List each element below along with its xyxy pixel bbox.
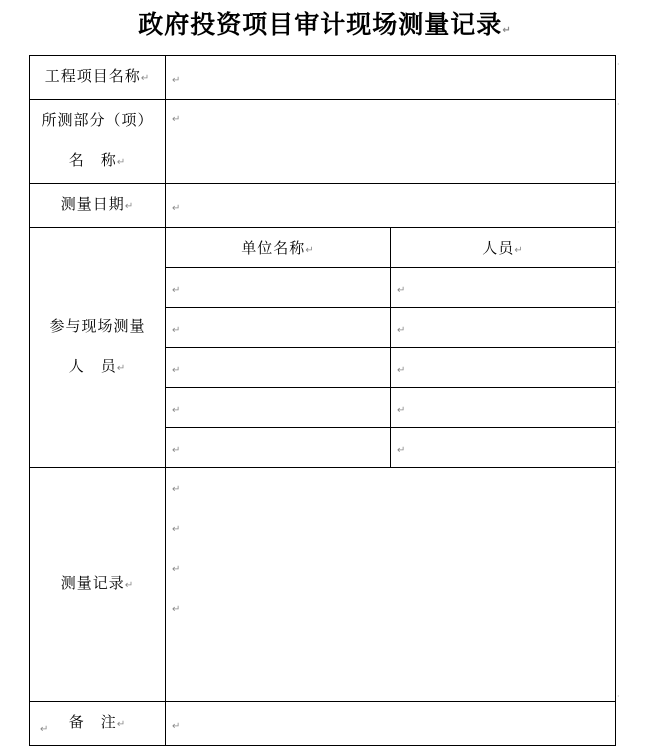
remarks-field[interactable]: ↵ [166,702,616,746]
row-end-mark: · [617,458,620,467]
row-participants-header [30,228,616,268]
row-measure-date [30,184,616,228]
participant-unit-field[interactable]: ↵ [166,308,391,348]
row-project-name [30,56,616,100]
participant-unit-field[interactable]: ↵ [166,348,391,388]
row-end-mark: · [617,378,620,387]
row-end-mark: · [617,338,620,347]
participant-person-field[interactable]: ↵ [391,308,616,348]
label-measure-record: 测量记录↵ [30,468,166,702]
row-remarks [30,702,616,746]
measurement-record-form [29,55,616,746]
participant-person-field[interactable]: ↵ [391,268,616,308]
document-title: 政府投资项目审计现场测量记录↵ [138,10,512,39]
project-name-field[interactable]: ↵ [166,56,616,100]
label-remarks: 备 注↵ [30,702,166,746]
row-end-mark: · [617,692,620,701]
label-measured-part: 所测部分（项） 名 称↵ [30,100,166,184]
record-line: ↵ [172,564,181,575]
row-end-mark: · [617,258,620,267]
label-measure-date: 测量日期↵ [30,184,166,228]
participant-unit-field[interactable]: ↵ [166,428,391,468]
column-header-unit: 单位名称↵ [166,228,391,268]
record-line: ↵ [172,604,181,615]
participant-unit-field[interactable]: ↵ [166,268,391,308]
participant-person-field[interactable]: ↵ [391,428,616,468]
measure-date-field[interactable]: ↵ [166,184,616,228]
column-header-person: 人员↵ [391,228,616,268]
row-end-mark: · [617,60,620,69]
record-line: ↵ [172,524,181,535]
row-end-mark: · [617,178,620,187]
label-project-name: 工程项目名称↵ [30,56,166,100]
participant-person-field[interactable]: ↵ [391,348,616,388]
measured-part-field[interactable]: ↵ [166,100,616,184]
row-end-mark: · [617,100,620,109]
participant-person-field[interactable]: ↵ [391,388,616,428]
row-measured-part [30,100,616,184]
row-measure-record [30,468,616,702]
label-participants: 参与现场测量 人 员↵ [30,228,166,468]
row-end-mark: · [617,418,620,427]
record-line: ↵ [172,484,181,495]
row-end-mark: · [617,218,620,227]
row-end-mark: · [617,298,620,307]
participant-unit-field[interactable]: ↵ [166,388,391,428]
paragraph-mark: ↵ [40,724,49,735]
measure-record-field[interactable] [166,468,616,702]
